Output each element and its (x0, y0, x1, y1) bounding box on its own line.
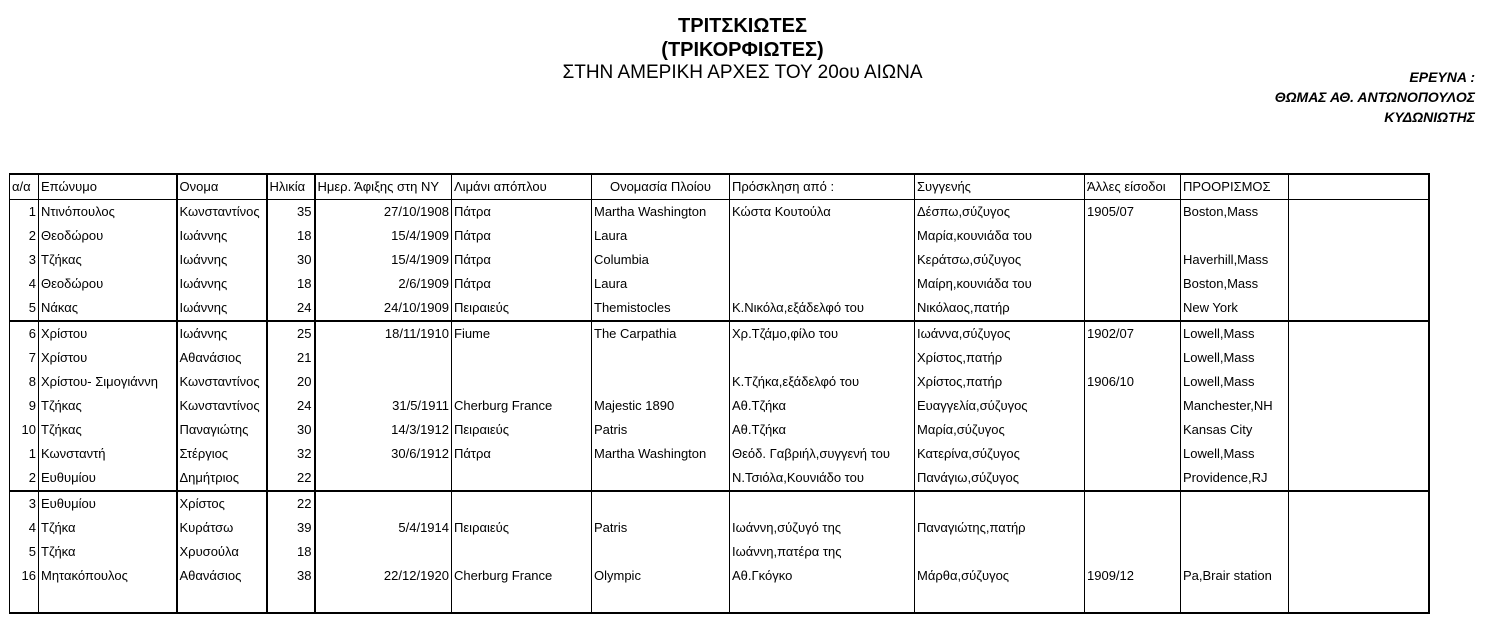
cell-surname: Τζήκα (39, 516, 177, 540)
cell-extra (1289, 394, 1429, 418)
header-other-entries: Άλλες είσοδοι (1085, 174, 1181, 200)
cell-arrival-date: 15/4/1909 (315, 248, 452, 272)
cell-relative (915, 491, 1085, 516)
cell-arrival-date (315, 346, 452, 370)
cell-departure-port: Πειραιεύς (452, 516, 592, 540)
cell-other-entries: 1905/07 (1085, 200, 1181, 225)
cell-relative: Μαίρη,κουνιάδα του (915, 272, 1085, 296)
cell-surname: Νάκας (39, 296, 177, 321)
cell-departure-port: Πάτρα (452, 200, 592, 225)
cell-departure-port: Πάτρα (452, 248, 592, 272)
table-row (10, 296, 1429, 321)
cell-invited-by (730, 224, 915, 248)
cell-relative: Ευαγγελία,σύζυγος (915, 394, 1085, 418)
cell-ship-name (592, 466, 730, 491)
cell-other-entries (1085, 296, 1181, 321)
cell-invited-by (730, 346, 915, 370)
cell-arrival-date: 18/11/1910 (315, 321, 452, 346)
document-subtitle: (ΤΡΙΚΟΡΦΙΩΤΕΣ) (661, 39, 824, 61)
cell-extra (1289, 296, 1429, 321)
cell-departure-port (452, 588, 592, 613)
cell-index: 4 (10, 272, 39, 296)
cell-age: 24 (267, 296, 315, 321)
cell-index: 1 (10, 442, 39, 466)
cell-extra (1289, 466, 1429, 491)
cell-first-name: Κωνσταντίνος (177, 370, 267, 394)
cell-destination (1181, 224, 1289, 248)
header-extra (1289, 174, 1429, 200)
cell-departure-port: Πάτρα (452, 272, 592, 296)
cell-destination (1181, 516, 1289, 540)
cell-invited-by: Κ.Τζήκα,εξάδελφό του (730, 370, 915, 394)
cell-arrival-date (315, 370, 452, 394)
cell-first-name: Ιωάννης (177, 248, 267, 272)
cell-departure-port (452, 491, 592, 516)
cell-arrival-date: 14/3/1912 (315, 418, 452, 442)
cell-destination: Haverhill,Mass (1181, 248, 1289, 272)
cell-extra (1289, 564, 1429, 588)
cell-index: 2 (10, 466, 39, 491)
cell-other-entries (1085, 466, 1181, 491)
cell-first-name: Χρίστος (177, 491, 267, 516)
cell-invited-by: Θεόδ. Γαβριήλ,συγγενή του (730, 442, 915, 466)
cell-relative: Χρίστος,πατήρ (915, 370, 1085, 394)
cell-departure-port (452, 466, 592, 491)
cell-destination: Boston,Mass (1181, 272, 1289, 296)
cell-other-entries (1085, 418, 1181, 442)
cell-destination: New York (1181, 296, 1289, 321)
cell-index: 3 (10, 491, 39, 516)
cell-relative: Μαρία,σύζυγος (915, 418, 1085, 442)
cell-first-name: Αθανάσιος (177, 564, 267, 588)
cell-destination: Boston,Mass (1181, 200, 1289, 225)
cell-surname (39, 588, 177, 613)
emigrants-table (9, 173, 1430, 614)
cell-other-entries: 1909/12 (1085, 564, 1181, 588)
cell-relative: Πανάγιω,σύζυγος (915, 466, 1085, 491)
cell-ship-name (592, 491, 730, 516)
cell-destination: Providence,RJ (1181, 466, 1289, 491)
table-row (10, 200, 1429, 225)
cell-arrival-date: 24/10/1909 (315, 296, 452, 321)
cell-ship-name: Martha Washington (592, 442, 730, 466)
cell-relative (915, 588, 1085, 613)
cell-extra (1289, 370, 1429, 394)
cell-first-name: Ιωάννης (177, 224, 267, 248)
cell-invited-by: Ιωάννη,πατέρα της (730, 540, 915, 564)
cell-surname: Τζήκας (39, 394, 177, 418)
cell-other-entries (1085, 540, 1181, 564)
cell-age (267, 588, 315, 613)
header-destination: ΠΡΟΟΡΙΣΜΟΣ (1181, 174, 1289, 200)
document-description: ΣΤΗΝ ΑΜΕΡΙΚΗ ΑΡΧΕΣ ΤΟΥ 20ου ΑΙΩΝΑ (562, 62, 923, 83)
cell-relative: Ιωάννα,σύζυγος (915, 321, 1085, 346)
cell-age: 35 (267, 200, 315, 225)
cell-age: 18 (267, 224, 315, 248)
cell-relative: Παναγιώτης,πατήρ (915, 516, 1085, 540)
header-first-name: Ονομα (177, 174, 267, 200)
table-row (10, 248, 1429, 272)
cell-relative: Χρίστος,πατήρ (915, 346, 1085, 370)
cell-invited-by (730, 272, 915, 296)
document-title-block (0, 14, 1497, 84)
cell-arrival-date (315, 466, 452, 491)
cell-invited-by: Κώστα Κουτούλα (730, 200, 915, 225)
cell-invited-by: Χρ.Τζάμο,φίλο του (730, 321, 915, 346)
header-departure-port: Λιμάνι απόπλου (452, 174, 592, 200)
header-arrival-date: Ημερ. Άφιξης στη ΝΥ (315, 174, 452, 200)
cell-destination: Kansas City (1181, 418, 1289, 442)
cell-other-entries (1085, 491, 1181, 516)
cell-departure-port: Cherburg France (452, 394, 592, 418)
cell-other-entries (1085, 224, 1181, 248)
cell-extra (1289, 272, 1429, 296)
cell-surname: Μητακόπουλος (39, 564, 177, 588)
cell-extra (1289, 346, 1429, 370)
table-row (10, 491, 1429, 516)
header-ship-name: Ονομασία Πλοίου (592, 174, 730, 200)
cell-extra (1289, 200, 1429, 225)
cell-ship-name: Columbia (592, 248, 730, 272)
cell-index: 4 (10, 516, 39, 540)
cell-extra (1289, 321, 1429, 346)
cell-invited-by: Αθ.Γκόγκο (730, 564, 915, 588)
header-invited-by: Πρόσκληση από : (730, 174, 915, 200)
cell-ship-name: Patris (592, 516, 730, 540)
cell-extra (1289, 491, 1429, 516)
cell-first-name: Ιωάννης (177, 321, 267, 346)
cell-arrival-date (315, 588, 452, 613)
cell-index: 16 (10, 564, 39, 588)
table-row (10, 224, 1429, 248)
cell-age: 20 (267, 370, 315, 394)
cell-ship-name: Patris (592, 418, 730, 442)
cell-age: 32 (267, 442, 315, 466)
cell-first-name: Κωνσταντίνος (177, 200, 267, 225)
cell-other-entries (1085, 394, 1181, 418)
cell-surname: Χρίστου (39, 346, 177, 370)
cell-index: 5 (10, 540, 39, 564)
table-row (10, 516, 1429, 540)
cell-departure-port (452, 370, 592, 394)
cell-extra (1289, 540, 1429, 564)
header-relative: Συγγενής (915, 174, 1085, 200)
cell-index: 9 (10, 394, 39, 418)
cell-invited-by: Κ.Νικόλα,εξάδελφό του (730, 296, 915, 321)
cell-departure-port: Πειραιεύς (452, 418, 592, 442)
cell-invited-by (730, 248, 915, 272)
cell-age: 25 (267, 321, 315, 346)
cell-age: 22 (267, 491, 315, 516)
cell-ship-name: Olympic (592, 564, 730, 588)
cell-ship-name: Majestic 1890 (592, 394, 730, 418)
cell-other-entries (1085, 346, 1181, 370)
cell-destination (1181, 491, 1289, 516)
cell-age: 24 (267, 394, 315, 418)
cell-ship-name: Laura (592, 272, 730, 296)
cell-surname: Ευθυμίου (39, 491, 177, 516)
cell-destination: Lowell,Mass (1181, 370, 1289, 394)
cell-first-name: Κωνσταντίνος (177, 394, 267, 418)
cell-arrival-date (315, 540, 452, 564)
cell-relative: Μαρία,κουνιάδα του (915, 224, 1085, 248)
cell-index: 1 (10, 200, 39, 225)
research-author: ΘΩΜΑΣ ΑΘ. ΑΝΤΩΝΟΠΟΥΛΟΣ (1274, 89, 1475, 105)
cell-departure-port (452, 540, 592, 564)
cell-other-entries: 1906/10 (1085, 370, 1181, 394)
research-label: ΕΡΕΥΝΑ : (1409, 69, 1475, 85)
cell-relative (915, 540, 1085, 564)
header-surname: Επώνυμο (39, 174, 177, 200)
cell-other-entries: 1902/07 (1085, 321, 1181, 346)
cell-surname: Χρίστου (39, 321, 177, 346)
cell-departure-port: Πάτρα (452, 442, 592, 466)
cell-other-entries (1085, 272, 1181, 296)
cell-age: 30 (267, 248, 315, 272)
cell-ship-name (592, 346, 730, 370)
cell-first-name (177, 588, 267, 613)
cell-first-name: Δημήτριος (177, 466, 267, 491)
cell-ship-name: Martha Washington (592, 200, 730, 225)
cell-first-name: Ιωάννης (177, 296, 267, 321)
cell-arrival-date: 5/4/1914 (315, 516, 452, 540)
cell-other-entries (1085, 248, 1181, 272)
cell-destination: Lowell,Mass (1181, 442, 1289, 466)
cell-extra (1289, 588, 1429, 613)
table-row (10, 394, 1429, 418)
cell-destination: Manchester,NH (1181, 394, 1289, 418)
cell-destination (1181, 540, 1289, 564)
cell-age: 30 (267, 418, 315, 442)
cell-relative: Νικόλαος,πατήρ (915, 296, 1085, 321)
research-credit (1275, 67, 1475, 127)
cell-age: 38 (267, 564, 315, 588)
cell-relative: Κεράτσω,σύζυγος (915, 248, 1085, 272)
table-row (10, 564, 1429, 588)
cell-surname: Τζήκα (39, 540, 177, 564)
cell-index: 5 (10, 296, 39, 321)
header-age: Ηλικία (267, 174, 315, 200)
cell-invited-by: Ιωάννη,σύζυγό της (730, 516, 915, 540)
cell-first-name: Παναγιώτης (177, 418, 267, 442)
cell-ship-name (592, 540, 730, 564)
cell-index: 8 (10, 370, 39, 394)
cell-index: 7 (10, 346, 39, 370)
cell-destination: Lowell,Mass (1181, 346, 1289, 370)
cell-destination (1181, 588, 1289, 613)
cell-arrival-date: 31/5/1911 (315, 394, 452, 418)
table-row (10, 346, 1429, 370)
cell-first-name: Ιωάννης (177, 272, 267, 296)
cell-extra (1289, 442, 1429, 466)
cell-arrival-date: 30/6/1912 (315, 442, 452, 466)
table-row (10, 272, 1429, 296)
cell-other-entries (1085, 588, 1181, 613)
header-index: α/α (10, 174, 39, 200)
cell-surname: Θεοδώρου (39, 272, 177, 296)
cell-extra (1289, 248, 1429, 272)
cell-surname: Κωνσταντή (39, 442, 177, 466)
cell-first-name: Στέργιος (177, 442, 267, 466)
table-header-row (10, 174, 1429, 200)
cell-age: 22 (267, 466, 315, 491)
cell-surname: Τζήκας (39, 418, 177, 442)
cell-surname: Τζήκας (39, 248, 177, 272)
cell-other-entries (1085, 442, 1181, 466)
cell-ship-name: Themistocles (592, 296, 730, 321)
cell-invited-by (730, 588, 915, 613)
cell-departure-port: Πάτρα (452, 224, 592, 248)
table-row (10, 418, 1429, 442)
cell-age: 21 (267, 346, 315, 370)
cell-index (10, 588, 39, 613)
cell-departure-port: Cherburg France (452, 564, 592, 588)
table-row (10, 321, 1429, 346)
cell-extra (1289, 418, 1429, 442)
cell-first-name: Χρυσούλα (177, 540, 267, 564)
cell-ship-name (592, 588, 730, 613)
cell-destination: Lowell,Mass (1181, 321, 1289, 346)
cell-extra (1289, 224, 1429, 248)
cell-first-name: Αθανάσιος (177, 346, 267, 370)
cell-invited-by: Αθ.Τζήκα (730, 418, 915, 442)
cell-arrival-date (315, 491, 452, 516)
table-row (10, 466, 1429, 491)
cell-ship-name: The Carpathia (592, 321, 730, 346)
cell-first-name: Κυράτσω (177, 516, 267, 540)
cell-index: 2 (10, 224, 39, 248)
cell-index: 3 (10, 248, 39, 272)
cell-surname: Ευθυμίου (39, 466, 177, 491)
cell-surname: Θεοδώρου (39, 224, 177, 248)
cell-destination: Pa,Brair station (1181, 564, 1289, 588)
cell-age: 18 (267, 272, 315, 296)
cell-arrival-date: 2/6/1909 (315, 272, 452, 296)
cell-age: 18 (267, 540, 315, 564)
cell-departure-port: Πειραιεύς (452, 296, 592, 321)
cell-surname: Ντινόπουλος (39, 200, 177, 225)
cell-relative: Δέσπω,σύζυγος (915, 200, 1085, 225)
cell-arrival-date: 15/4/1909 (315, 224, 452, 248)
table-row (10, 370, 1429, 394)
cell-ship-name: Laura (592, 224, 730, 248)
cell-invited-by: Ν.Τσιόλα,Κουνιάδο του (730, 466, 915, 491)
document-title: ΤΡΙΤΣΚΙΩΤΕΣ (678, 15, 807, 37)
cell-extra (1289, 516, 1429, 540)
table-row (10, 588, 1429, 613)
cell-surname: Χρίστου- Σιμογιάννη (39, 370, 177, 394)
cell-relative: Κατερίνα,σύζυγος (915, 442, 1085, 466)
cell-index: 10 (10, 418, 39, 442)
cell-invited-by (730, 491, 915, 516)
cell-index: 6 (10, 321, 39, 346)
cell-age: 39 (267, 516, 315, 540)
cell-arrival-date: 27/10/1908 (315, 200, 452, 225)
table-row (10, 540, 1429, 564)
cell-ship-name (592, 370, 730, 394)
table-row (10, 442, 1429, 466)
research-origin: ΚΥΔΩΝΙΩΤΗΣ (1384, 109, 1475, 125)
cell-departure-port: Fiume (452, 321, 592, 346)
cell-arrival-date: 22/12/1920 (315, 564, 452, 588)
cell-relative: Μάρθα,σύζυγος (915, 564, 1085, 588)
cell-other-entries (1085, 516, 1181, 540)
cell-departure-port (452, 346, 592, 370)
cell-invited-by: Αθ.Τζήκα (730, 394, 915, 418)
